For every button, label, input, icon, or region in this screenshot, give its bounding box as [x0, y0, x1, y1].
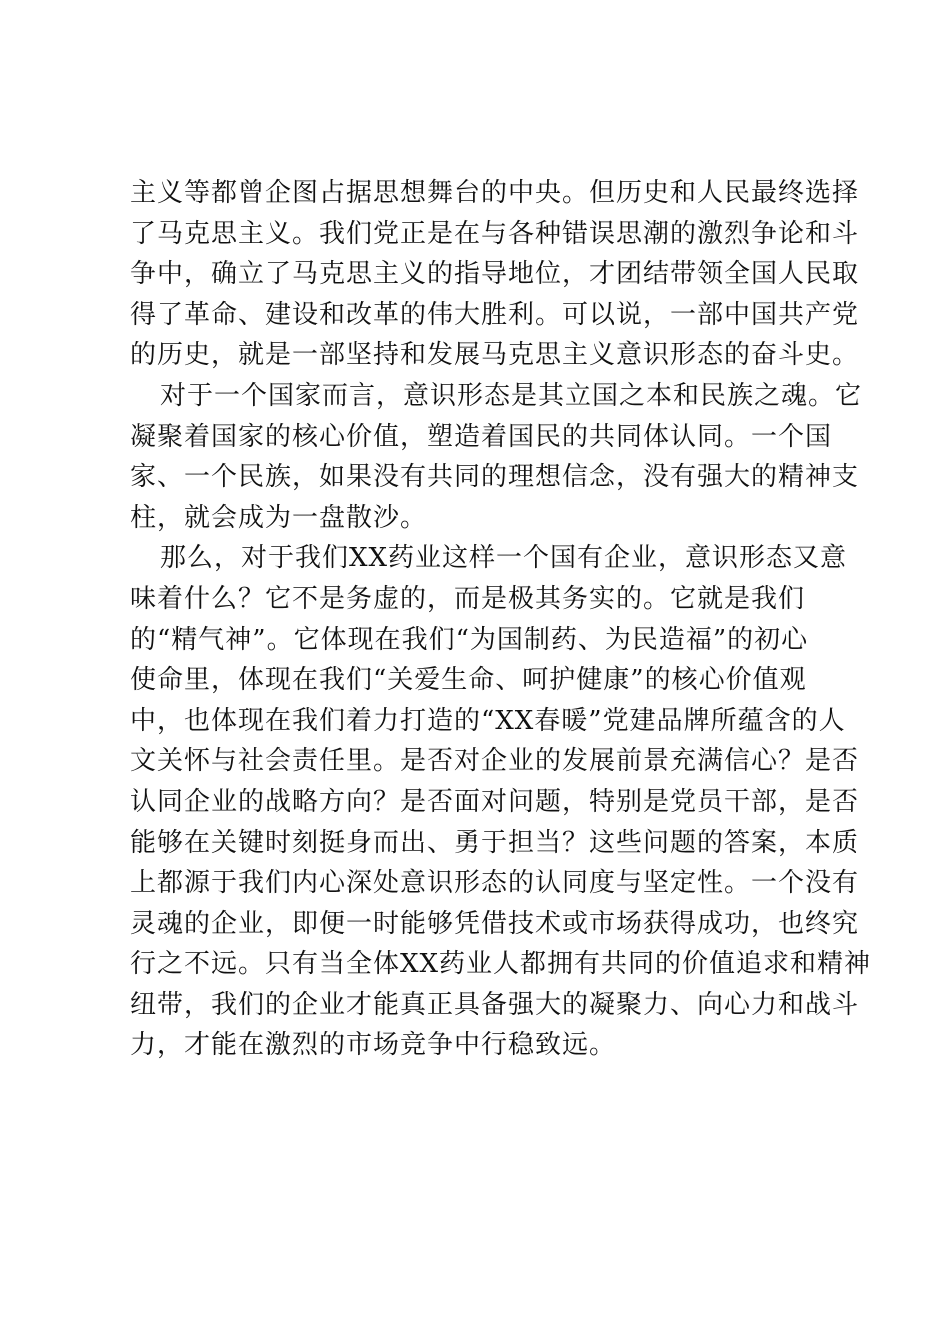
paragraph-first-line: 那么，对于我们XX药业这样一个国有企业，意识形态又意 [160, 543, 848, 574]
text-line: 力，才能在激烈的市场竞争中行稳致远。 [130, 1030, 617, 1061]
text-line: 的历史，就是一部坚持和发展马克思主义意识形态的奋斗史。 [130, 340, 860, 371]
text-line: 中，也体现在我们着力打造的“XX春暖”党建品牌所蕴含的人 [130, 705, 846, 736]
text-line: 的“精气神”。它体现在我们“为国制药、为民造福”的初心 [130, 624, 809, 655]
text-line: 行之不远。只有当全体XX药业人都拥有共同的价值追求和精神 [130, 949, 872, 980]
text-line: 了马克思主义。我们党正是在与各种错误思潮的激烈争论和斗 [130, 218, 860, 249]
text-line: 主义等都曾企图占据思想舞台的中央。但历史和人民最终选择 [130, 178, 860, 208]
text-line: 文关怀与社会责任里。是否对企业的发展前景充满信心？是否 [130, 746, 860, 777]
paragraph-first-line: 对于一个国家而言，意识形态是其立国之本和民族之魂。它 [160, 380, 863, 411]
text-line: 柱，就会成为一盘散沙。 [130, 502, 428, 533]
text-line: 使命里，体现在我们“关爱生命、呵护健康”的核心价值观 [130, 665, 807, 696]
text-line: 家、一个民族，如果没有共同的理想信念，没有强大的精神支 [130, 462, 860, 493]
text-line: 认同企业的战略方向？是否面对问题，特别是党员干部，是否 [130, 786, 860, 817]
text-line: 味着什么？它不是务虚的，而是极其务实的。它就是我们 [130, 583, 806, 614]
text-line: 能够在关键时刻挺身而出、勇于担当？这些问题的答案，本质 [130, 827, 860, 858]
text-line: 上都源于我们内心深处意识形态的认同度与坚定性。一个没有 [130, 868, 860, 899]
text-line: 凝聚着国家的核心价值，塑造着国民的共同体认同。一个国 [130, 421, 833, 452]
document-body [130, 173, 872, 1066]
text-line: 争中，确立了马克思主义的指导地位，才团结带领全国人民取 [130, 259, 860, 290]
text-line: 灵魂的企业，即便一时能够凭借技术或市场获得成功，也终究 [130, 908, 860, 939]
text-line: 纽带，我们的企业才能真正具备强大的凝聚力、向心力和战斗 [130, 989, 860, 1020]
text-line: 得了革命、建设和改革的伟大胜利。可以说，一部中国共产党 [130, 299, 860, 330]
